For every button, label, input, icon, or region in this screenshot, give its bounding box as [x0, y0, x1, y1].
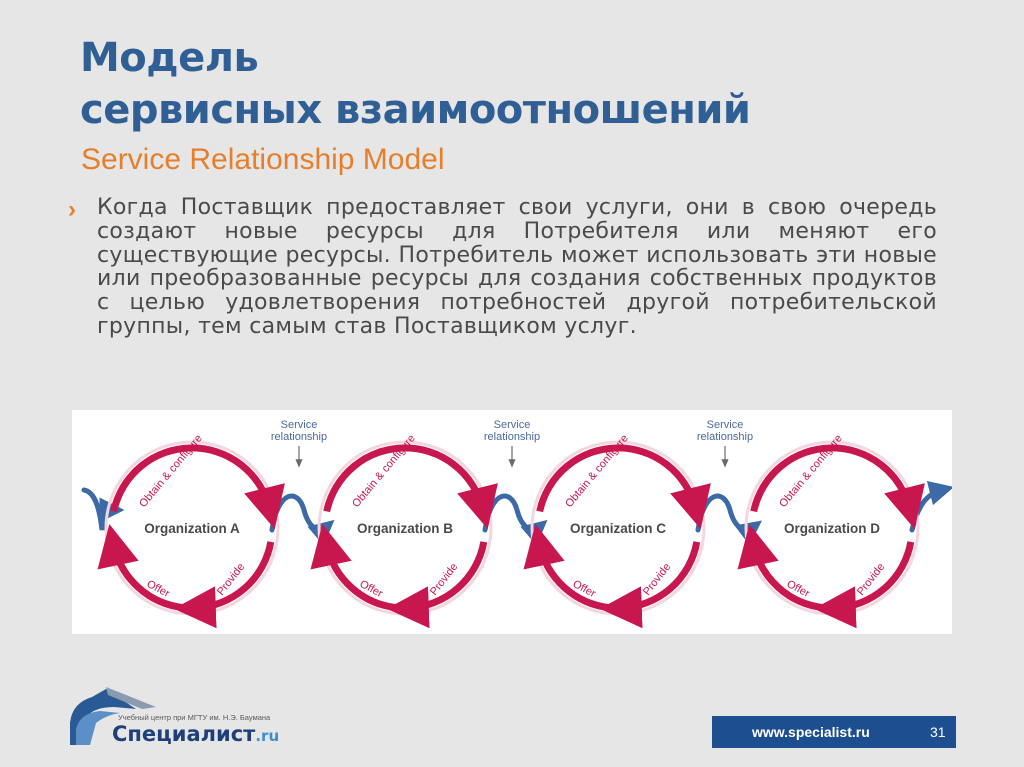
service-relationship-label: relationship — [696, 431, 754, 443]
organization-label: Organization B — [356, 521, 454, 536]
service-relationship-callout-1 — [271, 419, 327, 464]
organization-label: Organization C — [569, 521, 667, 536]
organization-label: Organization A — [144, 521, 240, 536]
service-relationship-label: relationship — [270, 431, 328, 443]
slide-number: 31 — [930, 724, 946, 740]
offer-label: Offer — [357, 578, 385, 601]
obtain-configure-label: Obtain & configure — [137, 432, 205, 510]
service-relationship-label: Service — [280, 419, 318, 431]
obtain-configure-label: Obtain & configure — [777, 432, 845, 510]
logo-domain-text: .ru — [255, 727, 280, 745]
logo-wordmark — [112, 722, 279, 748]
provide-label: Provide — [427, 561, 461, 598]
service-relationship-callout-3 — [697, 419, 753, 464]
link-wave-4 — [698, 496, 752, 530]
offer-label: Offer — [570, 578, 598, 601]
slide-body-text: Когда Поставщик предоставляет свои услуги, они в свою очередь создают новые ресурсы для Потребителя или меняют его существующие ресурсы. Потребитель может использовать эти новые или преобразованные ресурсы для создания собственных продуктов с целью удовлетворения потребностей другой потребительской группы, тем самым став Поставщиком услуг. — [97, 195, 937, 339]
obtain-configure-label: Obtain & configure — [563, 432, 631, 510]
logo-name-text: Специалист — [112, 722, 256, 746]
link-wave-2 — [272, 496, 325, 530]
slide-title-line-1: Модель — [80, 35, 259, 81]
slide-title-line-2: сервисных взаимоотношений — [80, 87, 751, 133]
service-relationship-label: Service — [493, 419, 531, 431]
provide-label: Provide — [854, 561, 888, 598]
logo-tagline: Учебный центр при МГТУ им. Н.Э. Баумана — [118, 713, 271, 722]
service-relationship-diagram — [72, 410, 952, 634]
organization-label: Organization D — [783, 521, 881, 536]
obtain-configure-label: Obtain & configure — [350, 432, 418, 510]
cycle-organization-c — [532, 432, 704, 614]
link-wave-3 — [485, 496, 538, 530]
provide-label: Provide — [214, 561, 248, 598]
bullet-chevron-icon: › — [68, 196, 76, 223]
service-relationship-label: Service — [706, 419, 744, 431]
service-relationship-label: relationship — [483, 431, 541, 443]
offer-arc — [540, 545, 610, 608]
footer-url-link[interactable]: www.specialist.ru — [752, 724, 870, 740]
offer-label: Offer — [144, 578, 172, 601]
offer-arc — [114, 545, 184, 608]
service-relationship-callout-2 — [484, 419, 540, 464]
slide-subtitle: Service Relationship Model — [81, 143, 445, 176]
offer-arc — [327, 545, 397, 608]
diagram-canvas — [72, 410, 952, 634]
provide-label: Provide — [640, 561, 674, 598]
offer-arc — [754, 545, 824, 608]
cycle-organization-b — [319, 432, 491, 614]
offer-label: Offer — [784, 578, 812, 601]
footer-bar — [712, 716, 956, 748]
cycle-organization-d — [746, 432, 918, 614]
cycle-organization-a — [106, 432, 278, 614]
